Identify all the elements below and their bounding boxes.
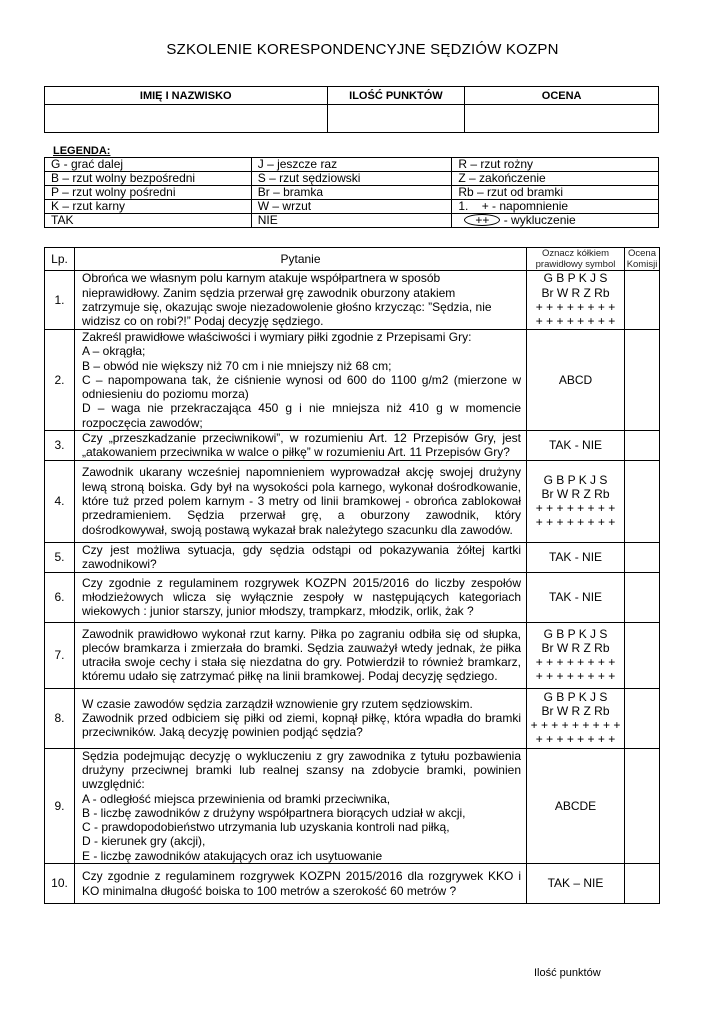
answer-option-line[interactable]: TAK - NIE [548, 590, 603, 605]
question-row [45, 271, 660, 330]
answer-option-line[interactable]: + + + + + + + + [535, 515, 616, 530]
points-column-header: ILOŚĆ PUNKTÓW [327, 87, 465, 105]
question-row [45, 688, 660, 748]
question-text [75, 330, 527, 431]
legend-cell: G - grać dalej [45, 158, 252, 172]
question-line: A - odległość miejsca przewinienia od bramki przeciwnika, [82, 791, 391, 806]
question-line: Czy zgodnie z regulaminem rozgrywek KOZPN 2015/2016 do liczby zespołów młodzieżowych wlicza się wyłącznie zespoły w następujących kategoriach wiekowych : junior starszy, junior młodszy, trampkarz, młodzik, orlik, żak ? [82, 575, 521, 619]
question-text [75, 542, 527, 572]
answer-option-line[interactable]: Br W R Z Rb [541, 486, 610, 501]
answer-symbols[interactable] [527, 431, 625, 461]
question-row [45, 572, 660, 622]
question-text [75, 622, 527, 688]
question-row [45, 864, 660, 904]
legend-cell: Br – bramka [251, 186, 452, 200]
answer-option-line[interactable]: Br W R Z Rb [541, 285, 610, 300]
answer-option-line[interactable]: + + + + + + + + [535, 300, 616, 314]
legend-cell: B – rzut wolny bezpośredni [45, 172, 252, 186]
legend-table [44, 157, 659, 228]
answer-option-line[interactable]: G B P K J S [543, 472, 608, 487]
answer-option-line[interactable]: + + + + + + + + [535, 501, 616, 516]
legend-row [45, 172, 659, 186]
question-number: 10. [45, 864, 75, 904]
exclusion-label: - wykluczenie [503, 213, 576, 227]
legend-cell: W – wrzut [251, 200, 452, 214]
mark-header [527, 248, 625, 271]
grade-column-header: OCENA [465, 87, 659, 105]
legend-row [45, 200, 659, 214]
question-line: Czy zgodnie z regulaminem rozgrywek KOZPN 2015/2016 dla rozgrywek KKO i KO minimalna długość boiska to 100 metrów a szerokość 60 metrów ? [82, 869, 521, 898]
answer-symbols[interactable] [527, 271, 625, 330]
question-text [75, 460, 527, 542]
answer-option-line[interactable]: TAK – NIE [547, 876, 604, 891]
legend-cell: R – rzut rożny [452, 158, 659, 172]
question-text [75, 748, 527, 863]
answer-option-line[interactable]: + + + + + + + + [535, 732, 616, 747]
answer-symbols[interactable] [527, 572, 625, 622]
commission-grade-cell[interactable] [625, 460, 660, 542]
answer-symbols[interactable] [527, 542, 625, 572]
question-row [45, 330, 660, 431]
mark-header-line1: Oznacz kółkiem [541, 248, 610, 259]
question-row [45, 431, 660, 461]
answer-option-line[interactable]: + + + + + + + + + [530, 718, 621, 733]
lp-header: Lp. [45, 248, 75, 271]
commission-grade-cell[interactable] [625, 748, 660, 863]
legend-cell [452, 214, 659, 228]
answer-option-line[interactable]: ABCDE [554, 798, 597, 813]
question-number: 3. [45, 431, 75, 461]
legend-title: LEGENDA: [53, 145, 111, 157]
question-line: D – waga nie przekraczająca 450 g i nie mniejsza niż 410 g w momencie rozpoczęcia zawodów; [82, 401, 521, 430]
commission-grade-cell[interactable] [625, 431, 660, 461]
circled-double-plus: ++ [464, 214, 500, 226]
question-row [45, 622, 660, 688]
question-line: W czasie zawodów sędzia zarządził wznowienie gry rzutem sędziowskim. [82, 696, 473, 711]
answer-option-line[interactable]: TAK - NIE [548, 438, 603, 453]
question-line: Sędzia podejmując decyzję o wykluczeniu z gry zawodnika z tytułu pozbawienia drużyny przeciwnej bramki lub realnej szansy na zdobycie bramki, powinien uwzględnić: [82, 748, 521, 792]
answer-option-line[interactable]: G B P K J S [543, 271, 608, 286]
question-line: nieprawidłowy. Zanim sędzia przerwał grę zawodnik oburzony atakiem [82, 285, 456, 300]
commission-grade-cell[interactable] [625, 864, 660, 904]
question-line: B – obwód nie większy niż 70 cm i nie mniejszy niż 68 cm; [82, 358, 392, 373]
answer-option-line[interactable]: G B P K J S [543, 626, 608, 641]
question-line: widzisz co on robi?!” Podaj decyzję sędziego. [82, 314, 324, 329]
legend-cell: P – rzut wolny pośredni [45, 186, 252, 200]
participant-header-table [44, 86, 659, 133]
answer-symbols[interactable] [527, 622, 625, 688]
legend-cell: S – rzut sędziowski [251, 172, 452, 186]
question-line: Zawodnik przed odbiciem się piłki od ziemi, kopnął piłkę, która wpadła do bramki przeciwników. Jaką decyzję powinien podjąć sędzia? [82, 711, 521, 740]
questions-table [44, 247, 660, 904]
legend-cell: K – rzut karny [45, 200, 252, 214]
answer-symbols[interactable] [527, 748, 625, 863]
mark-header-line2: prawidłowy symbol [535, 259, 616, 270]
question-line: Zawodnik ukarany wcześniej napomnieniem wyprowadzał akcję swojej drużyny lewą stroną boiska. Gdy był na wysokości pola karnego, wykonał dośrodkowanie, które tuż przed polem karnym - 3 metry od linii bramkowej - obrońca zablokował przedramieniem. Sędzia przerwał grę, a oburzony zawodnik, który dośrodkowywał, swoją postawą wykazał brak należytego szacunku dla zawodów. [82, 465, 521, 537]
legend-row [45, 214, 659, 228]
question-number: 2. [45, 330, 75, 431]
answer-option-line[interactable]: + + + + + + + + [535, 314, 616, 329]
grade-header-line2: Komisji [626, 259, 658, 270]
question-text [75, 431, 527, 461]
grade-header [625, 248, 660, 271]
question-text [75, 864, 527, 904]
grade-header-line1: Ocena [628, 248, 656, 259]
question-line: zatrzymuje się, okazując swoje niezadowolenie głośno krzycząc: ”Sędzia, nie [82, 300, 492, 314]
questions-header-row [45, 248, 660, 271]
question-text [75, 572, 527, 622]
points-footer: Ilość punktów [534, 967, 601, 979]
question-line: Obrońca we własnym polu karnym atakuje współpartnera w sposób [82, 271, 441, 286]
question-number: 9. [45, 748, 75, 863]
answer-option-line[interactable]: G B P K J S [543, 689, 608, 704]
legend-cell: Rb – rzut od bramki [452, 186, 659, 200]
answer-symbols[interactable] [527, 688, 625, 748]
question-line: Czy „przeszkadzanie przeciwnikowi”, w rozumieniu Art. 12 Przepisów Gry, jest „atakowaniem przeciwnika w walce o piłkę” w rozumieniu Art. 11 Przepisów Gry? [82, 431, 521, 460]
answer-symbols[interactable] [527, 864, 625, 904]
question-line: E - liczbę zawodników atakujących oraz ich usytuowanie [82, 848, 383, 863]
question-number: 7. [45, 622, 75, 688]
question-number: 1. [45, 271, 75, 330]
answer-option-line[interactable]: Br W R Z Rb [541, 640, 610, 655]
legend-cell: TAK [45, 214, 252, 228]
question-number: 6. [45, 572, 75, 622]
legend-cell: 1. + - napomnienie [452, 200, 659, 214]
question-line: A – okrągła; [82, 344, 146, 359]
answer-option-line[interactable]: Br W R Z Rb [541, 703, 610, 718]
commission-grade-cell[interactable] [625, 622, 660, 688]
question-line: D - kierunek gry (akcji), [82, 834, 206, 849]
question-text [75, 688, 527, 748]
question-line: Czy jest możliwa sytuacja, gdy sędzia odstąpi od pokazywania żółtej kartki zawodnikowi? [82, 542, 521, 572]
answer-option-line[interactable]: + + + + + + + + [535, 669, 616, 684]
question-row [45, 542, 660, 572]
question-line: Zakreśl prawidłowe właściwości i wymiary piłki zgodnie z Przepisami Gry: [82, 330, 472, 344]
legend-row [45, 186, 659, 200]
answer-option-line[interactable]: ABCD [558, 372, 593, 387]
question-number: 8. [45, 688, 75, 748]
grade-field[interactable] [465, 105, 659, 133]
name-column-header: IMIĘ I NAZWISKO [45, 87, 328, 105]
legend-cell: Z – zakończenie [452, 172, 659, 186]
question-line: C - prawdopodobieństwo utrzymania lub uzyskania kontroli nad piłką, [82, 820, 450, 835]
commission-grade-cell[interactable] [625, 688, 660, 748]
commission-grade-cell[interactable] [625, 330, 660, 431]
legend-cell: NIE [251, 214, 452, 228]
question-row [45, 748, 660, 863]
question-line: Zawodnik prawidłowo wykonał rzut karny. Piłka po zagraniu odbiła się od słupka, pleców bramkarza i zmierzała do bramki. Sędzia zauważył wtedy jednak, że piłka utraciła swoje cechy i stała się niezdatna do gry. Potwierdził to również bramkarz, któremu udało się zatrzymać piłkę na linii bramkowej. Podaj decyzję sędziego. [82, 626, 521, 684]
legend-cell: J – jeszcze raz [251, 158, 452, 172]
page-title: SZKOLENIE KORESPONDENCYJNE SĘDZIÓW KOZPN [166, 41, 559, 58]
points-field[interactable] [327, 105, 465, 133]
question-line: B - liczbę zawodników z drużyny współpartnera biorących udział w akcji, [82, 805, 466, 820]
question-text [75, 271, 527, 330]
name-field[interactable] [45, 105, 328, 133]
commission-grade-cell[interactable] [625, 572, 660, 622]
commission-grade-cell[interactable] [625, 271, 660, 330]
commission-grade-cell[interactable] [625, 542, 660, 572]
question-header: Pytanie [75, 248, 527, 271]
question-number: 4. [45, 460, 75, 542]
question-row [45, 460, 660, 542]
answer-option-line[interactable]: TAK - NIE [548, 550, 603, 565]
answer-option-line[interactable]: + + + + + + + + [535, 655, 616, 670]
question-number: 5. [45, 542, 75, 572]
answer-symbols[interactable] [527, 330, 625, 431]
answer-symbols[interactable] [527, 460, 625, 542]
legend-row [45, 158, 659, 172]
question-line: C – napompowana tak, że ciśnienie wynosi od 600 do 1100 g/m2 (mierzone w odniesieniu do poziomu morza) [82, 372, 521, 402]
